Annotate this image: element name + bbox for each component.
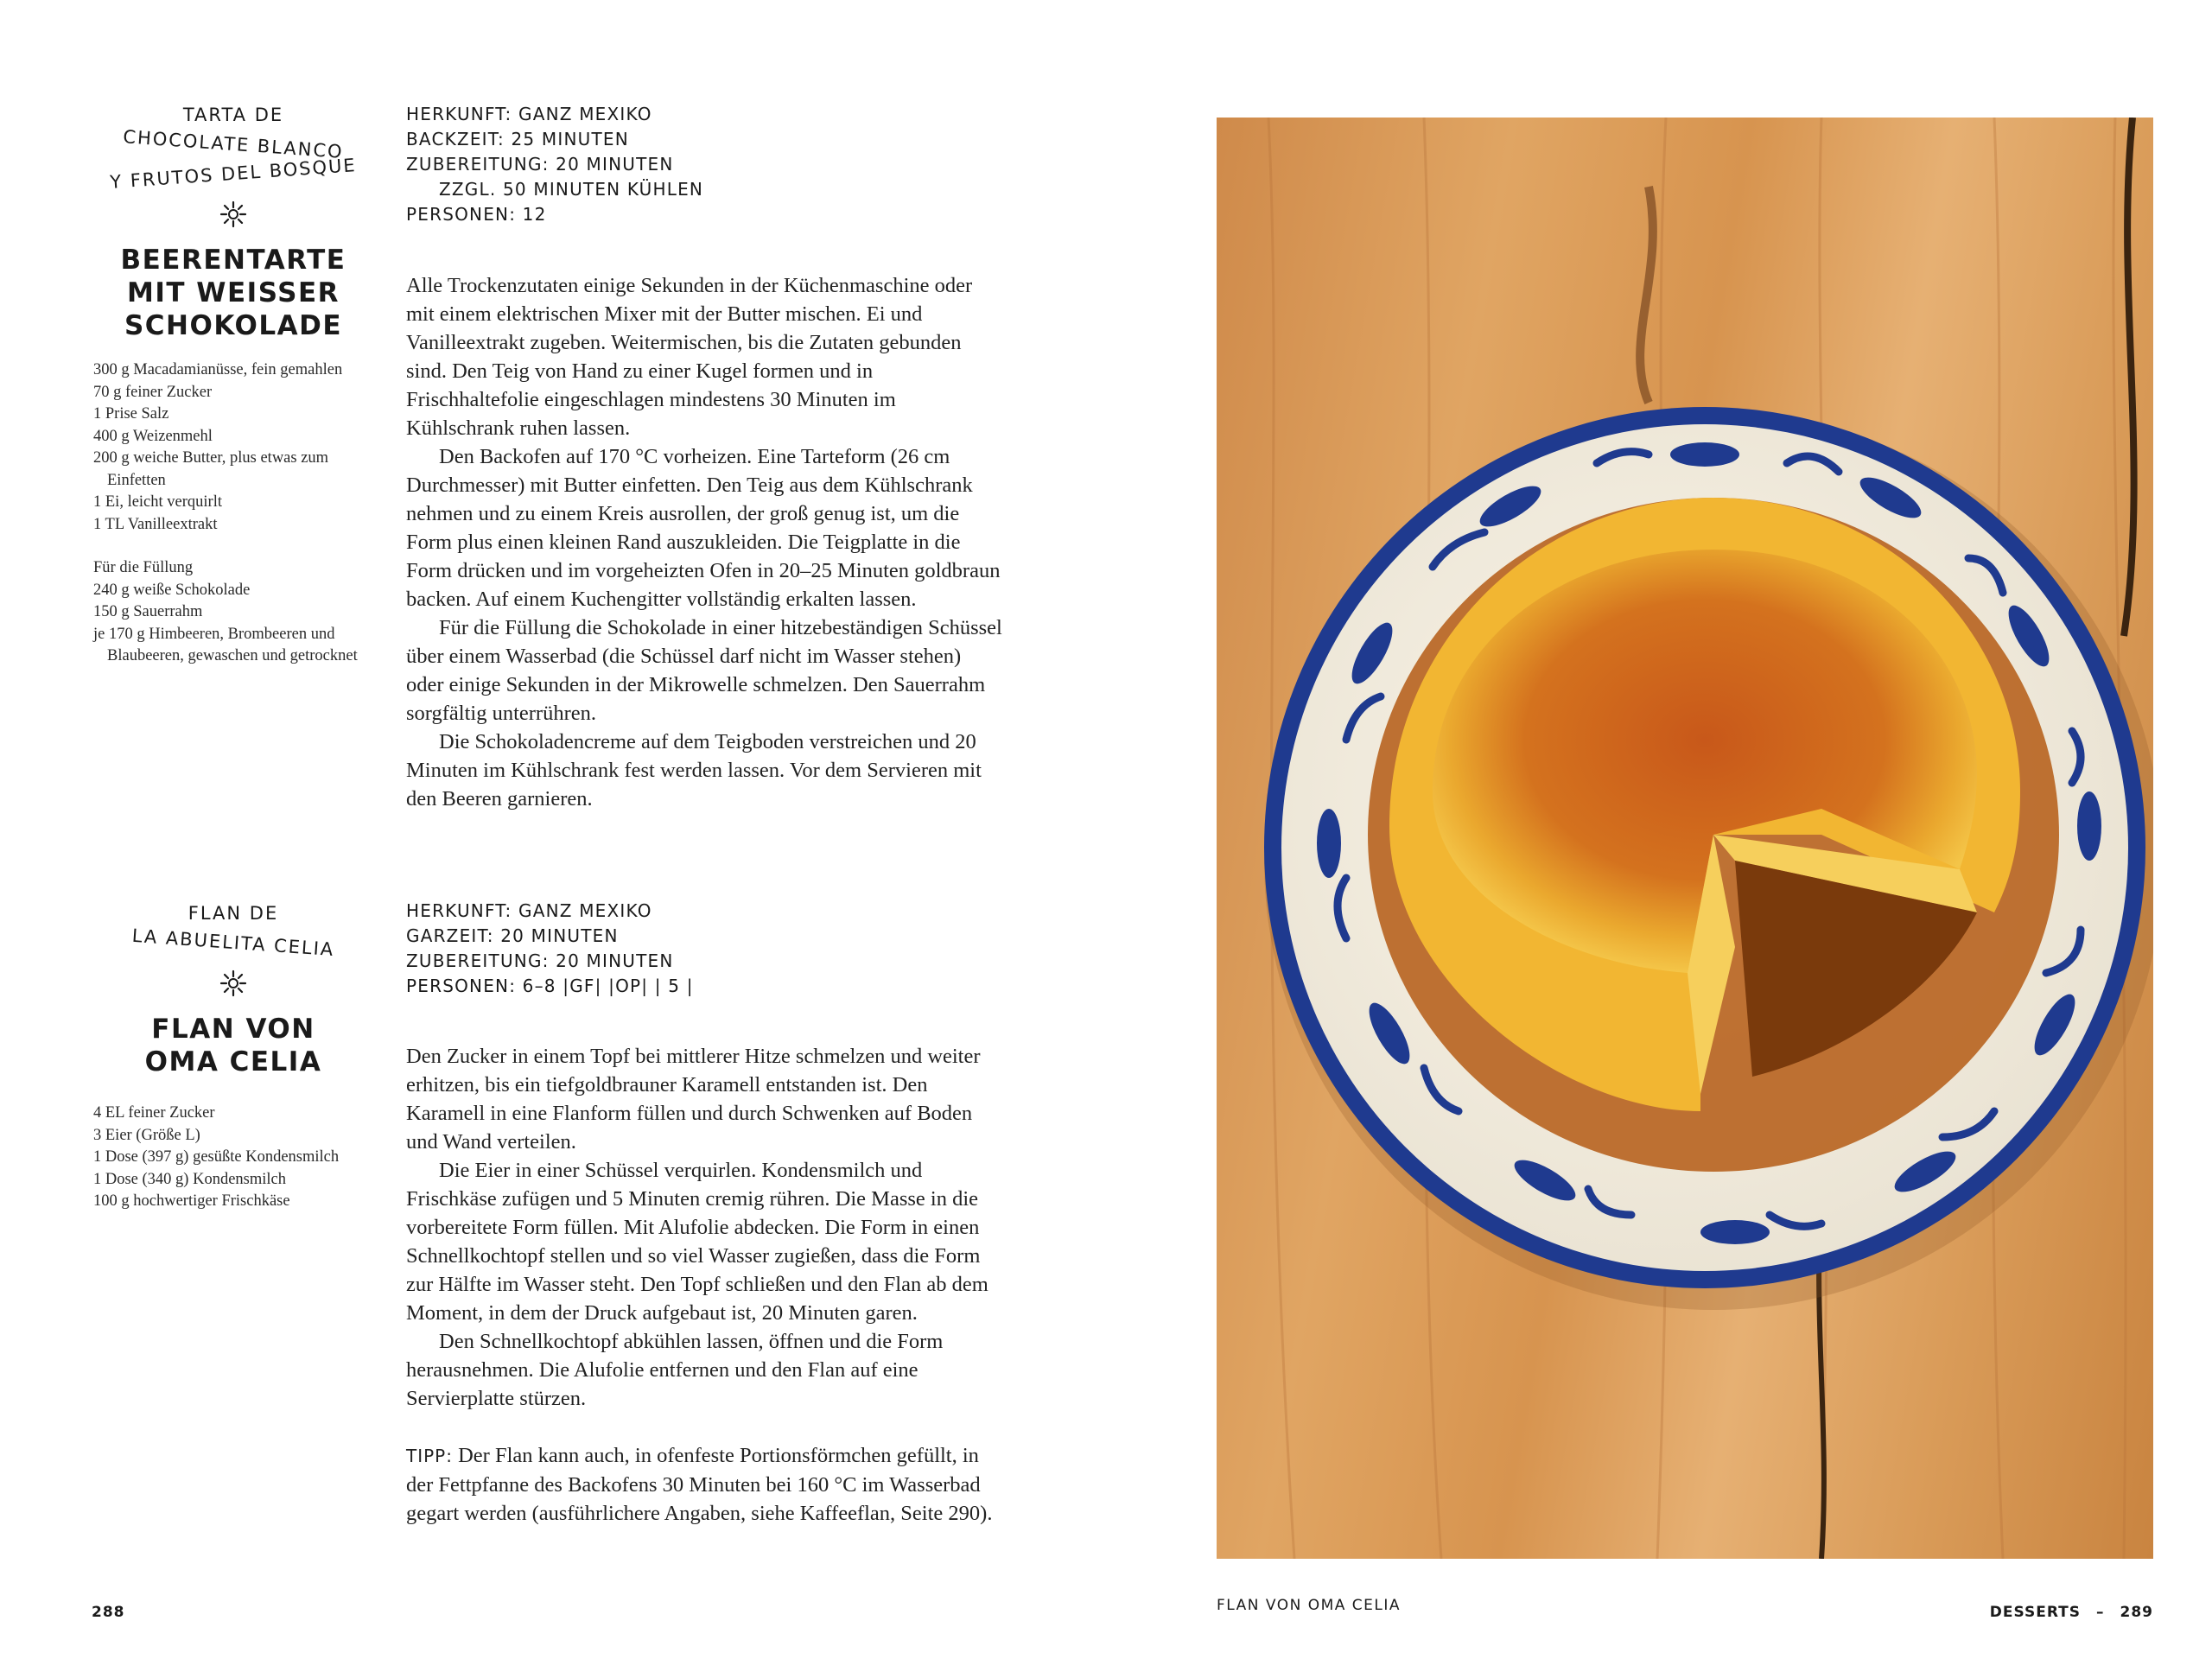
ingredient-item: 1 TL Vanilleextrakt [93,515,218,533]
cook-time-line: GARZEIT: 20 MINUTEN [406,925,619,946]
recipe-1-meta [406,102,838,227]
ingredient-item: 100 g hochwertiger Frischkäse [93,1192,290,1210]
recipe-2-header [86,899,380,1078]
bake-time-line: BACKZEIT: 25 MINUTEN [406,129,629,149]
ingredient-item: 4 EL feiner Zucker [93,1104,215,1122]
recipe-1-ingredients [93,359,370,668]
photo-caption: FLAN VON OMA CELIA [1217,1597,1402,1614]
recipe-2-meta [406,899,838,999]
spanish-title-line: Y FRUTOS DEL BOSQUE [109,155,358,193]
page-number-left: 288 [92,1604,125,1621]
ingredient-item: 200 g weiche Butter, plus etwas zum Einfetten [93,449,329,489]
recipe-1-title [86,244,380,342]
footer-separator: – [2096,1604,2105,1621]
origin-line: HERKUNFT: GANZ MEXIKO [406,900,652,921]
title-line: MIT WEISSER [126,277,340,308]
ingredient-item: 400 g Weizenmehl [93,427,213,445]
method-paragraph: Den Zucker in einem Topf bei mittlerer Hitze schmelzen und weiter erhitzen, bis ein tiefgoldbrauner Karamell entstanden ist. Den Karamell in eine Flanform füllen und durch Schwenken auf Boden und Wand verteilen. [406,1045,981,1154]
recipe-2-spanish-title [86,899,380,961]
title-line: FLAN VON [151,1014,315,1045]
filling-heading: Für die Füllung [93,559,194,576]
method-paragraph: Alle Trockenzutaten einige Sekunden in der Küchenmaschine oder mit einem elektrischen Mixer mit der Butter mischen. Ei und Vanilleextrakt zugeben. Weitermischen, bis die Zutaten gebunden sind. Den Teig von Hand zu einer Kugel formen und in Frischhaltefolie eingeschlagen mindestens 30 Minuten im Kühlschrank ruhen lassen. [406,274,973,440]
ingredient-item: 1 Dose (340 g) Kondensmilch [93,1170,286,1188]
tip-label: TIPP: [406,1446,453,1466]
origin-line: HERKUNFT: GANZ MEXIKO [406,104,652,124]
spanish-title-line: CHOCOLATE BLANCO [122,126,345,162]
servings-line: PERSONEN: 12 [406,204,547,225]
recipe-2-method [406,1042,1002,1528]
recipe-1-spanish-title [86,100,380,193]
method-paragraph: Für die Füllung die Schokolade in einer hitzebeständigen Schüssel über einem Wasserbad (die Schüssel darf nicht im Wasser stehen) oder einige Sekunden in der Mikrowelle schmelzen. Den Sauerrahm sorgfältig unterrühren. [406,616,1002,725]
ingredient-item: 240 g weiße Schokolade [93,581,251,599]
ingredient-item: 1 Prise Salz [93,405,169,423]
flan-photo [1217,118,2153,1559]
ingredient-item: je 170 g Himbeeren, Brombeeren und Blaubeeren, gewaschen und getrocknet [93,625,358,664]
sun-ornament-icon [219,969,247,997]
sun-ornament-icon [219,200,247,228]
tip-text: Der Flan kann auch, in ofenfeste Portionsförmchen gefüllt, in der Fettpfanne des Backofens 30 Minuten bei 160 °C im Wasserbad gegart werden (ausführlichere Angaben, siehe Kaffeeflan, Seite 290). [406,1444,993,1525]
recipe-2-title [86,1013,380,1078]
prep-time-line: ZUBEREITUNG: 20 MINUTEN [406,154,674,175]
method-paragraph: Den Schnellkochtopf abkühlen lassen, öffnen und die Form herausnehmen. Die Alufolie entfernen und den Flan auf eine Servierplatte stürzen. [406,1330,944,1410]
footer-right [1990,1604,2153,1621]
recipe-1-method [406,271,1002,813]
method-paragraph: Die Eier in einer Schüssel verquirlen. Kondensmilch und Frischkäse zufügen und 5 Minuten cremig rühren. Die Masse in die vorbereitete Form füllen. Mit Alufolie abdecken. Die Form in einen Schnellkochtopf stellen und so viel Wasser zugießen, dass die Form zur Hälfte im Wasser steht. Den Topf schließen und den Flan ab dem Moment, in dem der Druck aufgebaut ist, 20 Minuten garen. [406,1159,988,1325]
recipe-1-header [86,100,380,342]
ingredient-item: 1 Dose (397 g) gesüßte Kondensmilch [93,1148,340,1166]
spanish-title-line: FLAN DE [188,903,279,924]
title-line: OMA CELIA [144,1046,322,1077]
chill-time-line: ZZGL. 50 MINUTEN KÜHLEN [439,179,704,200]
page-number-right: 289 [2120,1604,2153,1621]
ingredient-item: 150 g Sauerrahm [93,603,203,620]
spanish-title-line: LA ABUELITA CELIA [130,925,336,961]
flan-plate-illustration [1217,118,2153,1559]
title-line: BEERENTARTE [120,245,346,276]
prep-time-line: ZUBEREITUNG: 20 MINUTEN [406,950,674,971]
ingredient-item: 300 g Macadamianüsse, fein gemahlen [93,361,343,378]
method-paragraph: Die Schokoladencreme auf dem Teigboden verstreichen und 20 Minuten im Kühlschrank fest werden lassen. Vor dem Servieren mit den Beeren garnieren. [406,730,982,810]
method-paragraph: Den Backofen auf 170 °C vorheizen. Eine Tarteform (26 cm Durchmesser) mit Butter einfetten. Den Teig aus dem Kühlschrank nehmen und zu einem Kreis ausrollen, der groß genug ist, um die Form plus einen kleinen Rand auszukleiden. Die Teigplatte in die Form drücken und im vorgeheizten Ofen in 20–25 Minuten goldbraun backen. Auf einem Kuchengitter vollständig erkalten lassen. [406,445,1001,611]
title-line: SCHOKOLADE [124,310,342,341]
ingredient-item: 1 Ei, leicht verquirlt [93,493,222,511]
tip-paragraph [406,1441,1002,1528]
servings-line: PERSONEN: 6–8 |GF| |OP| | 5 | [406,976,694,996]
section-name: DESSERTS [1989,1604,2081,1621]
ingredient-item: 3 Eier (Größe L) [93,1126,200,1144]
recipe-2-ingredients [93,1103,370,1213]
spanish-title-line: TARTA DE [182,105,284,125]
ingredient-item: 70 g feiner Zucker [93,383,213,401]
